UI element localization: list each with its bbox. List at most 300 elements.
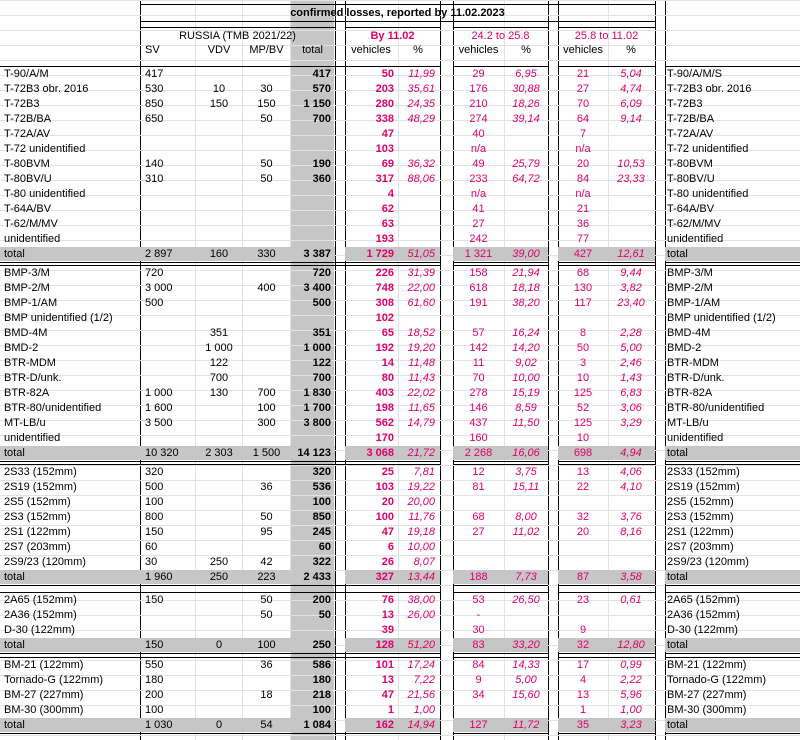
data-cell <box>504 202 548 216</box>
data-cell: 203 <box>375 83 394 95</box>
data-cell <box>398 187 438 201</box>
row-label: T-80BVM <box>667 158 713 170</box>
data-cell: 22 <box>576 481 590 493</box>
row-label: BM-21 (122mm) <box>4 659 84 671</box>
data-cell <box>143 623 197 637</box>
data-cell: 50 <box>260 594 273 606</box>
data-cell <box>453 311 504 325</box>
total-cell: 2 268 <box>464 447 493 459</box>
row-label: T-72 unidentified <box>4 143 86 155</box>
data-cell: 38,20 <box>512 297 540 309</box>
data-cell: 3 800 <box>303 417 331 429</box>
data-cell: 5,96 <box>620 689 642 701</box>
group-bottom-border <box>0 653 440 654</box>
data-cell: 3 000 <box>145 282 173 294</box>
row-label: 2S19 (152mm) <box>667 481 740 493</box>
data-cell: 13 <box>576 689 590 701</box>
data-cell <box>196 416 242 430</box>
data-cell: 50 <box>260 173 273 185</box>
data-cell: 100 <box>375 511 394 523</box>
data-cell: 242 <box>469 233 488 245</box>
data-cell: 11,48 <box>408 357 435 369</box>
data-cell: 15,11 <box>512 481 540 493</box>
data-cell: 39,14 <box>512 113 540 125</box>
data-cell: 1,00 <box>620 704 642 716</box>
data-cell <box>196 281 242 295</box>
data-cell: 11,02 <box>512 526 540 538</box>
data-cell: 40 <box>472 128 485 140</box>
data-cell: 226 <box>375 267 394 279</box>
data-cell <box>196 172 242 186</box>
group-bottom-border <box>0 585 440 586</box>
data-cell: 9,14 <box>620 113 642 125</box>
data-cell <box>504 540 548 554</box>
row-label: BTR-D/unk. <box>667 372 725 384</box>
data-cell <box>243 232 290 246</box>
data-cell: 31,39 <box>407 267 435 279</box>
data-cell: 19,22 <box>407 481 435 493</box>
row-label: BMP unidentified (1/2) <box>667 312 776 324</box>
row-label: 2S1 (122mm) <box>667 526 734 538</box>
data-cell: 21,94 <box>512 267 540 279</box>
data-cell <box>558 555 608 569</box>
group-bottom-border <box>558 461 655 462</box>
data-cell: 14,20 <box>512 342 540 354</box>
group-bottom-border <box>558 653 655 654</box>
data-cell: 308 <box>375 297 394 309</box>
data-cell <box>196 202 242 216</box>
total-cell: 127 <box>469 719 488 731</box>
data-cell: 200 <box>312 594 331 606</box>
data-cell: 150 <box>145 594 164 606</box>
data-cell <box>243 142 290 156</box>
data-cell: 150 <box>209 98 229 110</box>
data-cell: 8,59 <box>515 402 537 414</box>
total-cell: 51,20 <box>407 639 435 651</box>
data-cell: 7 <box>579 128 587 140</box>
data-cell: n/a <box>470 143 487 155</box>
block-border <box>655 0 656 740</box>
total-cell: total <box>667 719 688 731</box>
data-cell <box>608 217 654 231</box>
data-cell <box>608 202 654 216</box>
data-cell: 11,76 <box>408 511 435 523</box>
total-cell: total <box>4 571 25 583</box>
total-cell: 1 030 <box>145 719 173 731</box>
data-cell: 47 <box>381 689 394 701</box>
data-cell: 176 <box>469 83 488 95</box>
data-cell <box>243 311 290 325</box>
data-cell: 146 <box>469 402 488 414</box>
total-cell: 2 433 <box>303 571 331 583</box>
data-cell <box>291 431 334 445</box>
data-cell <box>398 127 438 141</box>
row-label: T-72A/AV <box>667 128 714 140</box>
row-label: BM-30 (300mm) <box>4 704 84 716</box>
data-cell: 95 <box>260 526 273 538</box>
data-cell: 278 <box>469 387 488 399</box>
row-label: T-80BVM <box>4 158 50 170</box>
data-cell <box>453 495 504 509</box>
data-cell: 850 <box>312 511 331 523</box>
data-cell: 50 <box>381 68 394 80</box>
group-bottom-border <box>558 262 655 263</box>
data-cell <box>143 202 197 216</box>
data-cell: 0,61 <box>620 594 642 606</box>
data-cell <box>143 232 197 246</box>
total-cell: total <box>667 639 688 651</box>
total-cell: 35 <box>576 719 590 731</box>
data-cell: 3 500 <box>145 417 173 429</box>
data-cell <box>453 703 504 717</box>
data-cell <box>504 431 548 445</box>
column-header: % <box>413 44 423 56</box>
row-label: T-72B/BA <box>667 113 715 125</box>
total-cell: 0 <box>215 719 223 731</box>
data-cell: 30,88 <box>512 83 540 95</box>
data-cell: 360 <box>312 173 331 185</box>
column-header: % <box>521 44 531 56</box>
data-cell <box>243 673 290 687</box>
data-cell: 11,99 <box>408 68 435 80</box>
data-cell <box>243 623 290 637</box>
data-cell: 70 <box>576 98 590 110</box>
data-cell: 100 <box>145 704 164 716</box>
data-cell: 400 <box>257 282 276 294</box>
total-cell: 100 <box>257 639 276 651</box>
data-cell: 536 <box>312 481 331 493</box>
data-cell: 84 <box>576 173 590 185</box>
group-bottom-border <box>453 653 548 654</box>
row-label: T-72B3 obr. 2016 <box>667 83 752 95</box>
row-label: 2S1 (122mm) <box>4 526 71 538</box>
data-cell: 19,18 <box>407 526 435 538</box>
data-cell: 417 <box>312 68 331 80</box>
total-cell: 83 <box>472 639 485 651</box>
data-cell: 245 <box>312 526 331 538</box>
data-cell <box>291 311 334 325</box>
data-cell: 1 700 <box>303 402 331 414</box>
row-label: BTR-MDM <box>4 357 56 369</box>
row-label: T-64A/BV <box>4 203 52 215</box>
data-cell: 191 <box>469 297 488 309</box>
row-label: BMP unidentified (1/2) <box>4 312 113 324</box>
data-cell: 15,19 <box>512 387 540 399</box>
data-cell <box>608 311 654 325</box>
total-cell: 150 <box>145 639 164 651</box>
data-cell: 437 <box>469 417 488 429</box>
data-cell: 180 <box>312 674 331 686</box>
data-cell <box>196 127 242 141</box>
total-cell: 427 <box>573 248 593 260</box>
data-cell <box>143 608 197 622</box>
data-cell: 10,00 <box>512 372 540 384</box>
data-cell: 47 <box>381 128 394 140</box>
data-cell: 6,83 <box>620 387 642 399</box>
data-cell: 14 <box>381 357 394 369</box>
header-border <box>453 27 548 28</box>
row-label: MT-LB/u <box>667 417 709 429</box>
data-cell: 47 <box>381 526 394 538</box>
total-cell: 162 <box>375 719 394 731</box>
row-label: T-62/M/MV <box>667 218 721 230</box>
row-label: BM-30 (300mm) <box>667 704 747 716</box>
data-cell: 13 <box>381 609 394 621</box>
data-cell: 26 <box>381 556 394 568</box>
data-cell: 618 <box>469 282 488 294</box>
data-cell: 720 <box>145 267 164 279</box>
data-cell: 77 <box>576 233 590 245</box>
row-label: unidentified <box>4 432 61 444</box>
data-cell: 322 <box>312 556 331 568</box>
row-label: T-90/A/M/S <box>667 68 723 80</box>
data-cell: 84 <box>472 659 485 671</box>
header-border <box>345 27 440 28</box>
data-cell: 103 <box>375 481 394 493</box>
data-cell: 1,00 <box>413 704 435 716</box>
row-label: BMD-4M <box>4 327 48 339</box>
data-cell: 65 <box>381 327 394 339</box>
data-cell: 140 <box>145 158 164 170</box>
data-cell: 150 <box>145 526 164 538</box>
data-cell <box>196 296 242 310</box>
data-cell <box>504 555 548 569</box>
row-label: BTR-80/unidentified <box>667 402 765 414</box>
data-cell: 42 <box>260 556 273 568</box>
data-cell <box>398 431 438 445</box>
data-cell: 9,44 <box>620 267 642 279</box>
total-cell: 12,61 <box>617 248 645 260</box>
group-bottom-border <box>665 585 800 586</box>
total-cell: 87 <box>576 571 590 583</box>
row-label: T-72B3 obr. 2016 <box>4 83 89 95</box>
header-border <box>140 27 335 28</box>
data-cell: 1 000 <box>205 342 233 354</box>
data-cell: 11 <box>472 357 485 369</box>
data-cell: 49 <box>472 158 485 170</box>
data-cell <box>196 112 242 126</box>
column-header: SV <box>145 44 160 56</box>
data-cell: n/a <box>470 188 487 200</box>
data-cell: 142 <box>469 342 488 354</box>
row-label: BTR-82A <box>4 387 50 399</box>
total-cell: 1 500 <box>252 447 281 459</box>
data-cell <box>196 593 242 607</box>
row-label: BM-27 (227mm) <box>4 689 84 701</box>
data-cell: 280 <box>375 98 394 110</box>
data-cell: 320 <box>312 466 331 478</box>
data-cell: 5,00 <box>620 342 642 354</box>
total-cell: 250 <box>209 571 229 583</box>
data-cell: n/a <box>575 188 591 200</box>
data-cell <box>196 67 242 81</box>
data-cell: 10,00 <box>407 541 435 553</box>
group-bottom-border <box>0 262 440 263</box>
total-cell: 330 <box>257 248 276 260</box>
total-cell: 13,44 <box>407 571 435 583</box>
data-cell <box>196 431 242 445</box>
data-cell: 338 <box>375 113 394 125</box>
total-cell: 33,20 <box>512 639 540 651</box>
data-cell: 50 <box>260 158 273 170</box>
row-label: 2S7 (203mm) <box>4 541 71 553</box>
data-cell: 403 <box>375 387 394 399</box>
row-label: T-80BV/U <box>4 173 52 185</box>
column-header: MP/BV <box>249 44 284 56</box>
row-label: 2A65 (152mm) <box>4 594 77 606</box>
data-cell: 300 <box>257 417 276 429</box>
data-cell: 50 <box>260 511 273 523</box>
data-cell: 125 <box>573 387 593 399</box>
block-border <box>548 0 549 740</box>
data-cell <box>504 608 548 622</box>
data-cell <box>504 232 548 246</box>
row-label: 2S3 (152mm) <box>667 511 734 523</box>
data-cell: 570 <box>312 83 331 95</box>
data-cell: 81 <box>472 481 485 493</box>
data-cell <box>143 127 197 141</box>
total-cell: 128 <box>375 639 394 651</box>
row-label: BM-21 (122mm) <box>667 659 747 671</box>
data-cell: 130 <box>209 387 229 399</box>
data-cell: 1 150 <box>303 98 331 110</box>
data-cell: 27 <box>576 83 590 95</box>
data-cell: 3,06 <box>620 402 642 414</box>
data-cell: 122 <box>209 357 229 369</box>
data-cell: 320 <box>145 466 164 478</box>
group-bottom-border <box>453 585 548 586</box>
row-label: Tornado-G (122mm) <box>4 674 104 686</box>
data-cell: 9 <box>579 624 587 636</box>
data-cell <box>243 431 290 445</box>
data-cell: 30 <box>260 83 273 95</box>
data-cell <box>196 217 242 231</box>
data-cell <box>291 217 334 231</box>
data-cell: 530 <box>145 83 164 95</box>
data-cell: 30 <box>472 624 485 636</box>
data-cell <box>558 608 608 622</box>
total-cell: 14 123 <box>297 447 331 459</box>
data-cell <box>291 232 334 246</box>
data-cell <box>504 311 548 325</box>
data-cell: 30 <box>145 556 158 568</box>
row-label: T-64A/BV <box>667 203 715 215</box>
row-label: BTR-D/unk. <box>4 372 62 384</box>
data-cell: 27 <box>472 526 485 538</box>
data-cell: 500 <box>312 297 331 309</box>
row-label: BMP-1/AM <box>667 297 721 309</box>
group-bottom-border <box>665 262 800 263</box>
data-cell: 700 <box>312 372 331 384</box>
data-cell: 1,43 <box>620 372 642 384</box>
data-cell: 130 <box>573 282 593 294</box>
total-cell: 51,05 <box>407 248 435 260</box>
data-cell: 25,79 <box>512 158 540 170</box>
data-cell <box>196 608 242 622</box>
data-cell: 18 <box>260 689 273 701</box>
data-cell <box>243 495 290 509</box>
data-cell: 22,00 <box>407 282 435 294</box>
data-cell <box>243 371 290 385</box>
data-cell: 62 <box>381 203 394 215</box>
row-label: BMD-2 <box>4 342 39 354</box>
data-cell <box>143 217 197 231</box>
data-cell: 193 <box>375 233 394 245</box>
data-cell: 20 <box>381 496 394 508</box>
total-cell: 39,00 <box>512 248 540 260</box>
row-label: BTR-82A <box>667 387 713 399</box>
data-cell: 13 <box>576 466 590 478</box>
group-bottom-border <box>558 585 655 586</box>
data-cell: 5,04 <box>620 68 642 80</box>
data-cell <box>143 142 197 156</box>
data-cell: 274 <box>469 113 488 125</box>
data-cell: 1 600 <box>145 402 173 414</box>
data-cell <box>143 187 197 201</box>
data-cell <box>243 341 290 355</box>
data-cell: 100 <box>145 496 164 508</box>
data-cell: 102 <box>375 312 394 324</box>
data-cell: 14,33 <box>512 659 540 671</box>
data-cell: 38,00 <box>407 594 435 606</box>
data-cell: 8,00 <box>515 511 537 523</box>
data-cell: 10 <box>576 372 590 384</box>
data-cell: 100 <box>312 496 331 508</box>
data-cell <box>291 142 334 156</box>
row-label: 2S9/23 (120mm) <box>4 556 86 568</box>
row-label: T-72 unidentified <box>667 143 749 155</box>
data-cell: 4,06 <box>620 466 642 478</box>
data-cell: 150 <box>257 98 276 110</box>
total-cell: total <box>4 639 25 651</box>
total-cell: 21,72 <box>407 447 435 459</box>
data-cell: 190 <box>312 158 331 170</box>
data-cell: 850 <box>145 98 164 110</box>
row-label: 2A36 (152mm) <box>667 609 740 621</box>
data-cell <box>243 187 290 201</box>
data-cell <box>608 555 654 569</box>
row-label: BM-27 (227mm) <box>667 689 747 701</box>
data-cell: 720 <box>312 267 331 279</box>
data-cell <box>196 495 242 509</box>
data-cell: 19,20 <box>407 342 435 354</box>
total-cell: 32 <box>576 639 590 651</box>
data-cell: 34 <box>472 689 485 701</box>
data-cell: 68 <box>576 267 590 279</box>
total-cell: 223 <box>257 571 276 583</box>
data-cell: 50 <box>260 113 273 125</box>
data-cell: 61,60 <box>407 297 435 309</box>
data-cell: 700 <box>312 113 331 125</box>
data-cell: 39 <box>381 624 394 636</box>
data-cell: 36,32 <box>407 158 435 170</box>
data-cell: 310 <box>145 173 164 185</box>
data-cell: 317 <box>375 173 394 185</box>
data-cell: 586 <box>312 659 331 671</box>
data-cell: 0,99 <box>620 659 642 671</box>
data-cell <box>143 341 197 355</box>
data-cell: 20,00 <box>407 496 435 508</box>
data-cell <box>196 311 242 325</box>
data-cell: 64 <box>576 113 590 125</box>
total-cell: 54 <box>260 719 273 731</box>
data-cell: 9,02 <box>515 357 537 369</box>
data-cell: 1 000 <box>303 342 331 354</box>
data-cell <box>608 540 654 554</box>
data-cell <box>291 623 334 637</box>
data-cell <box>196 658 242 672</box>
data-cell: 22,02 <box>407 387 435 399</box>
